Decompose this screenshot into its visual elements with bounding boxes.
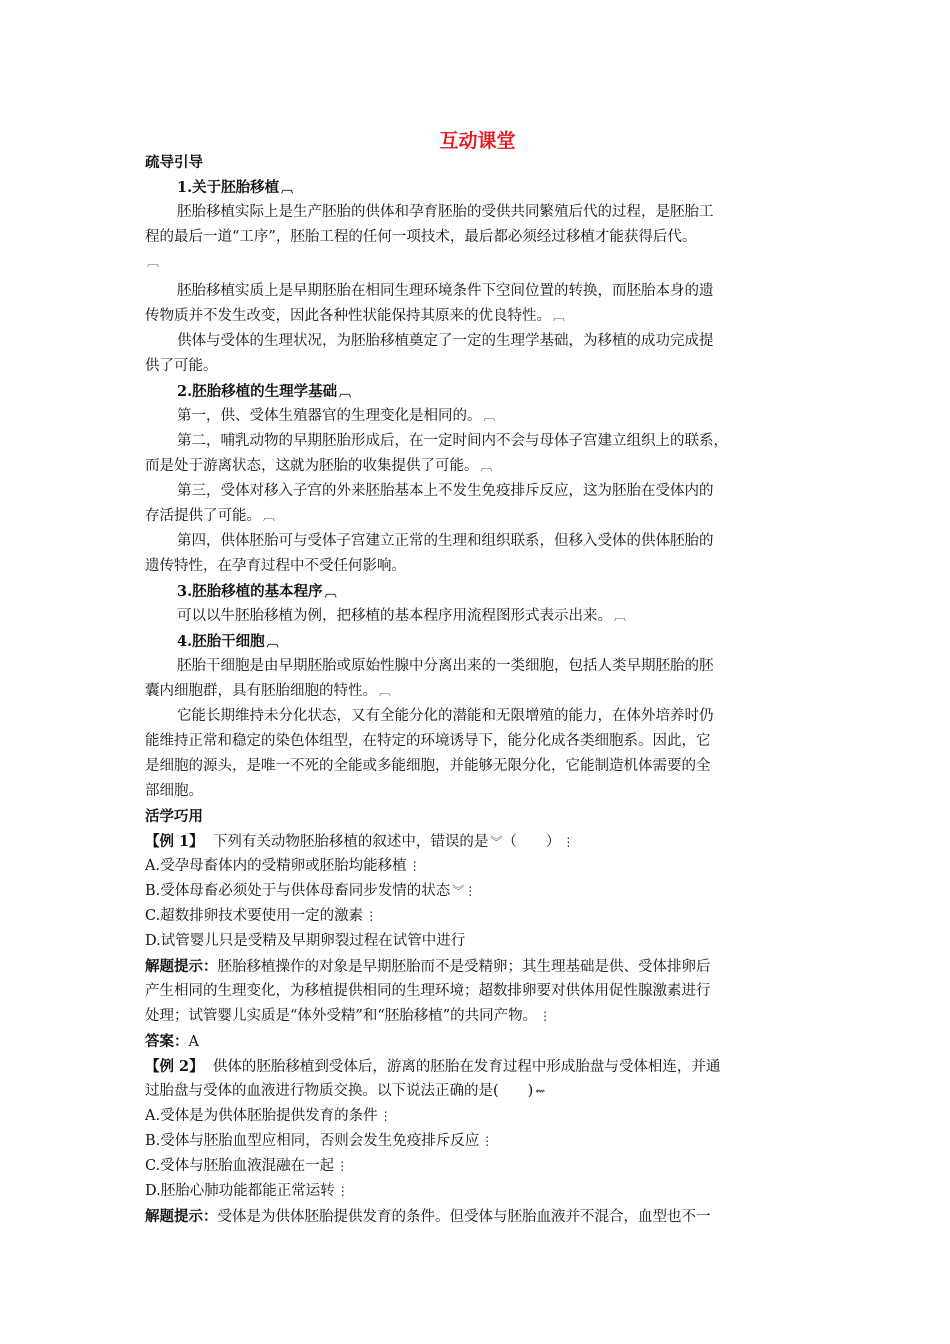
- editor-mark-icon: ︹: [614, 609, 627, 623]
- paragraph-line: 是细胞的源头，是唯一不死的全能或多能细胞，并能够无限分化，它能制造机体需要的全: [145, 758, 711, 774]
- editor-mark-icon: ⋮: [365, 909, 378, 923]
- paragraph-line: 第二，哺乳动物的早期胚胎形成后，在一定时间内不会与母体子宫建立组织上的联系，: [177, 433, 728, 449]
- editor-mark-icon: ︹: [339, 385, 352, 399]
- option-b: B.受体与胚胎血型应相同，否则会发生免疫排斥反应 ⋮: [145, 1129, 810, 1154]
- option-b: B.受体母畜必须处于与供体母畜同步发情的状态 ︾⋮: [145, 879, 810, 904]
- option-d: D.胚胎心肺功能都能正常运转 ⋮: [145, 1179, 810, 1204]
- hint-label: 解题提示：: [145, 958, 218, 975]
- paragraph-line: 胚胎移植实质上是早期胚胎在相同生理环境条件下空间位置的转换，而胚胎本身的遗: [177, 283, 714, 299]
- option-d: D.试管婴儿只是受精及早期卵裂过程在试管中进行: [145, 933, 466, 949]
- answer-label: 答案：: [145, 1033, 189, 1050]
- paragraph-line: 而是处于游离状态，这就为胚胎的收集提供了可能。 ︹: [145, 454, 810, 479]
- hint-line: 解题提示：胚胎移植操作的对象是早期胚胎而不是受精卵；其生理基础是供、受体排卵后: [145, 958, 711, 975]
- paragraph-line: 传物质并不发生改变，因此各种性状能保持其原来的优良特性。 ︹: [145, 304, 810, 329]
- editor-mark-icon: ︹: [480, 459, 493, 473]
- editor-mark-icon: ︹: [147, 255, 160, 269]
- paragraph-line: 胚胎干细胞是由早期胚胎或原始性腺中分离出来的一类细胞，包括人类早期胚胎的胚: [177, 658, 714, 674]
- editor-mark-icon: ︹: [483, 409, 496, 423]
- paragraph-line: 存活提供了可能。 ︹: [145, 504, 810, 529]
- heading-physiology-basis: 2.胚胎移植的生理学基础 ︹: [145, 379, 810, 404]
- editor-mark-line: [145, 250, 810, 279]
- editor-mark-icon: ︹: [324, 585, 337, 599]
- editor-mark-icon: ⋮: [336, 1159, 349, 1173]
- page-title: 互动课堂: [439, 130, 516, 152]
- paragraph-line: 第一，供、受体生殖器官的生理变化是相同的。 ︹: [145, 404, 810, 429]
- heading-stem-cells: 4.胚胎干细胞 ︹: [145, 629, 810, 654]
- hint-line: 解题提示：受体是为供体胚胎提供发育的条件。但受体与胚胎血液并不混合，血型也不一: [145, 1208, 711, 1225]
- option-c: C.受体与胚胎血液混融在一起 ⋮: [145, 1154, 810, 1179]
- editor-mark-icon: ⇜: [535, 1084, 546, 1098]
- paragraph-line: 供体与受体的生理状况，为胚胎移植奠定了一定的生理学基础，为移植的成功完成提: [177, 333, 714, 349]
- example-2-question: 【例 2】 供体的胚胎移植到受体后，游离的胚胎在发育过程中形成胎盘与受体相连，并通: [145, 1058, 721, 1075]
- editor-mark-icon: ︹: [553, 309, 566, 323]
- editor-mark-icon: ︹: [379, 684, 392, 698]
- hint-line: 产生相同的生理变化，为移植提供相同的生理环境；超数排卵要对供体用促性腺激素进行: [145, 983, 711, 999]
- example-1-question: 【例 1】 下列有关动物胚胎移植的叙述中，错误的是 ︾（ ） ⋮: [145, 829, 810, 854]
- paragraph-line: 它能长期维持未分化状态，又有全能分化的潜能和无限增殖的能力，在体外培养时仍: [177, 708, 714, 724]
- editor-mark-icon: ⋮: [539, 1009, 552, 1023]
- option-a: A.受体是为供体胚胎提供发育的条件 ⋮: [145, 1104, 810, 1129]
- editor-mark-icon: ︹: [281, 181, 294, 195]
- editor-mark-icon: ⋮: [481, 1134, 494, 1148]
- option-a: A.受孕母畜体内的受精卵或胚胎均能移植 ⋮: [145, 854, 810, 879]
- section-heading-practice: 活学巧用: [145, 808, 203, 825]
- paragraph-line: 供了可能。: [145, 358, 218, 374]
- paragraph-line: 部细胞。: [145, 783, 203, 799]
- answer-value: A: [188, 1034, 199, 1050]
- document-body: [145, 150, 810, 1229]
- example-2-question-cont: 过胎盘与受体的血液进行物质交换。以下说法正确的是( ) ⇜: [145, 1079, 810, 1104]
- paragraph-line: 遗传特性，在孕育过程中不受任何影响。: [145, 558, 406, 574]
- paragraph-line: 第四，供体胚胎可与受体子宫建立正常的生理和组织联系，但移入受体的供体胚胎的: [177, 533, 714, 549]
- answer-line: [145, 1029, 810, 1054]
- editor-mark-icon: ⋮: [336, 1184, 349, 1198]
- editor-mark-icon: ︾: [490, 835, 503, 849]
- section-heading-guide: 疏导引导: [145, 154, 203, 171]
- paragraph-line: 胚胎移植实际上是生产胚胎的供体和孕育胚胎的受供共同繁殖后代的过程，是胚胎工: [177, 204, 714, 220]
- heading-basic-procedure: 3.胚胎移植的基本程序 ︹: [145, 579, 810, 604]
- editor-mark-icon: ⋮: [562, 835, 575, 849]
- editor-mark-icon: ︹: [263, 509, 276, 523]
- paragraph-line: 囊内细胞群，具有胚胎细胞的特性。 ︹: [145, 679, 810, 704]
- paragraph-line: 程的最后一道“工序”，胚胎工程的任何一项技术，最后都必须经过移植才能获得后代。: [145, 229, 697, 245]
- hint-line: 处理；试管婴儿实质是“体外受精”和“胚胎移植”的共同产物。 ⋮: [145, 1004, 810, 1029]
- heading-embryo-transfer: 1.关于胚胎移植 ︹: [145, 175, 810, 200]
- paragraph-line: 可以以牛胚胎移植为例，把移植的基本程序用流程图形式表示出来。 ︹: [145, 604, 810, 629]
- editor-mark-icon: ︹: [266, 635, 279, 649]
- option-c: C.超数排卵技术要使用一定的激素 ⋮: [145, 904, 810, 929]
- editor-mark-icon: ⋮: [379, 1109, 392, 1123]
- example-tag: 【例 1】: [145, 833, 204, 850]
- example-tag: 【例 2】: [145, 1058, 204, 1075]
- editor-mark-icon: ︾⋮: [452, 884, 477, 898]
- editor-mark-icon: ⋮: [408, 859, 421, 873]
- paragraph-line: 能维持正常和稳定的染色体组型，在特定的环境诱导下，能分化成各类细胞系。因此，它: [145, 733, 711, 749]
- paragraph-line: 第三，受体对移入子宫的外来胚胎基本上不发生免疫排斥反应，这为胚胎在受体内的: [177, 483, 714, 499]
- hint-label: 解题提示：: [145, 1208, 218, 1225]
